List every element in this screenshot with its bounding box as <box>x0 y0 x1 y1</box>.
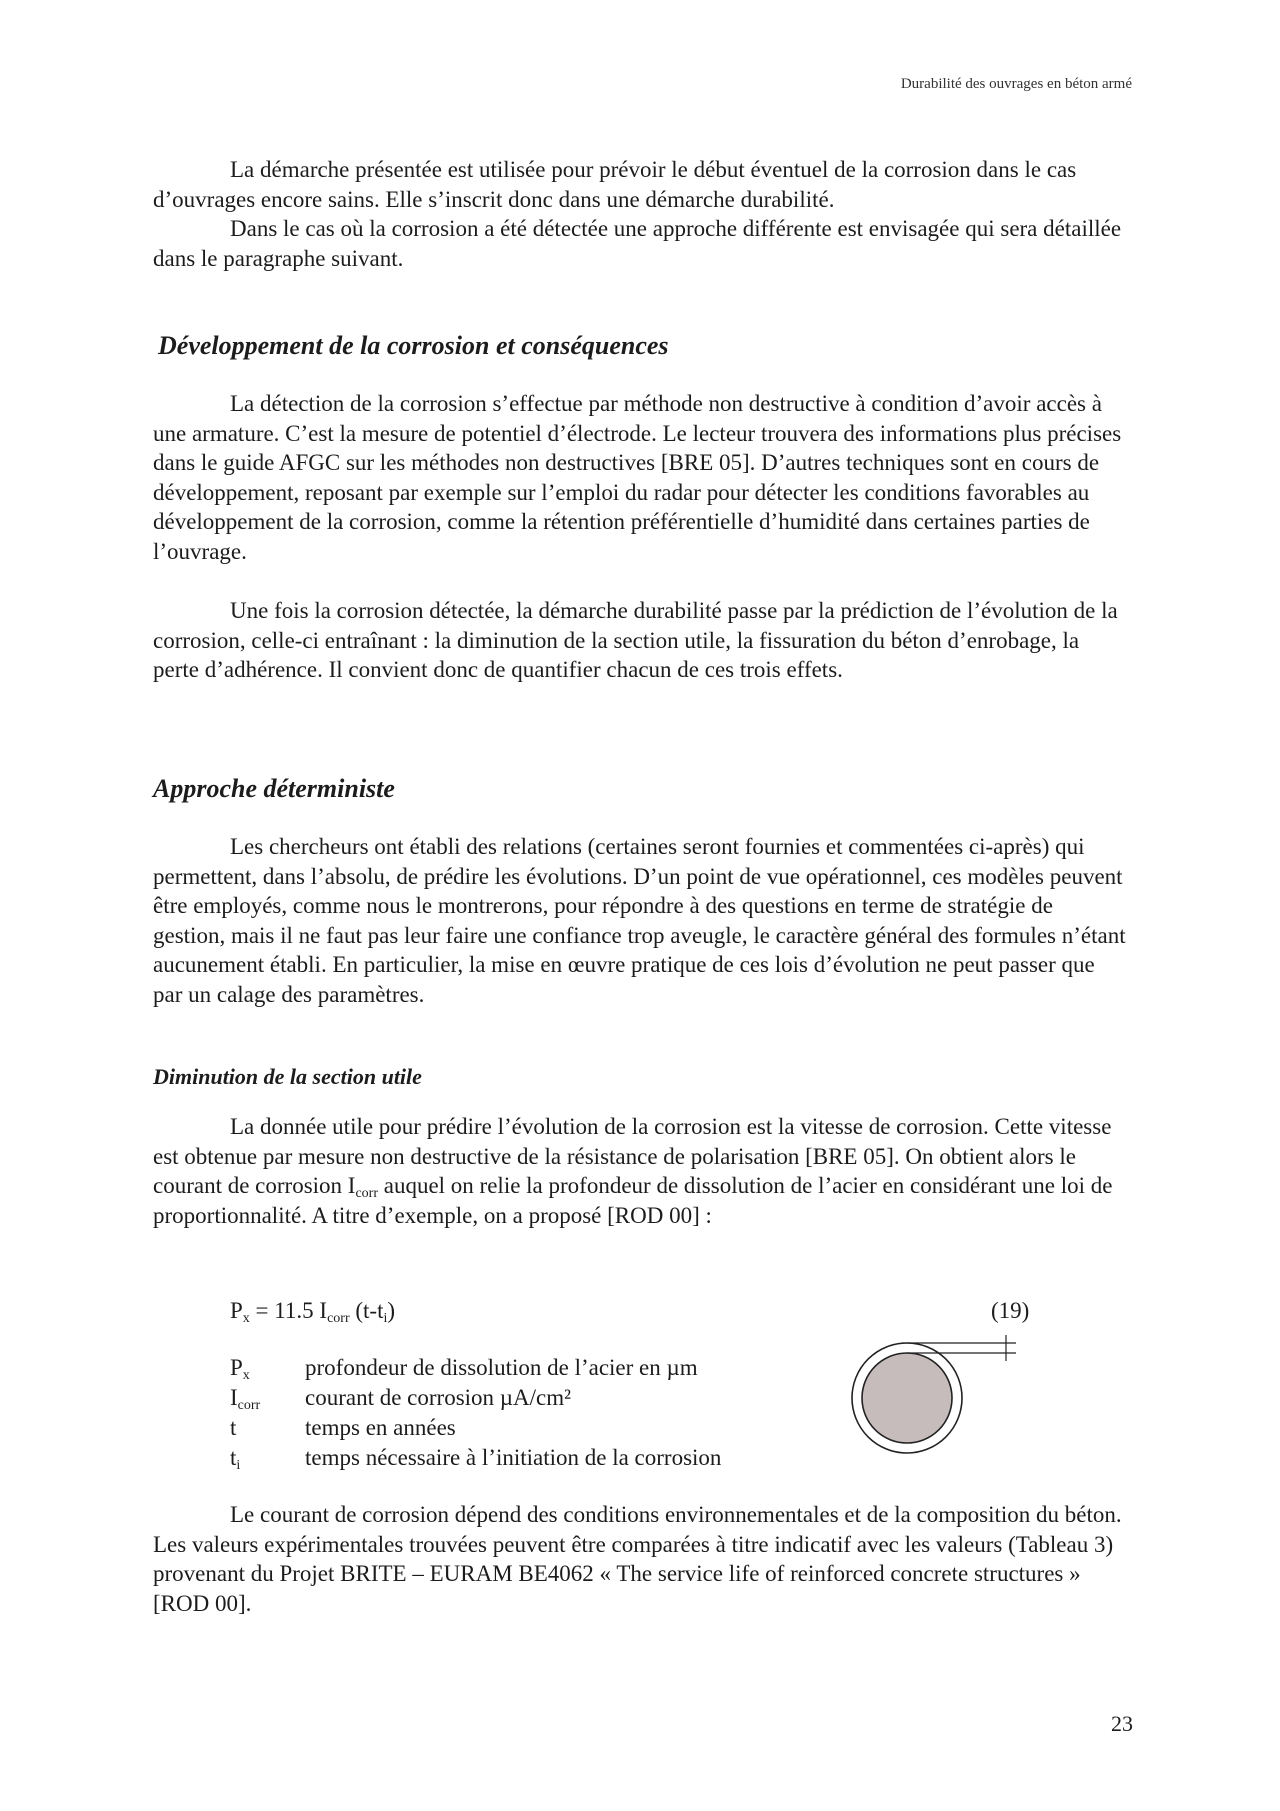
definition-text: courant de corrosion µA/cm² <box>305 1385 572 1410</box>
definition-symbol: t <box>230 1415 237 1440</box>
rebar-corroded-section <box>862 1353 952 1443</box>
equation-number: (19) <box>991 1298 1030 1323</box>
equation-19: $P_x = 11.5$ $I_{corr}$ $(t-t_i)$ <box>230 1298 396 1326</box>
closing-paragraph: Le courant de corrosion dépend des conditions environnementales et de la composition du béton. Les valeurs expérimentales trouvées peuvent être comparées à titre indicatif avec les valeurs (Tableau 3) provenant du Projet BRITE – EURAM BE4062 « The service life of reinforced concrete structures » [ROD 00]. <box>153 1502 1122 1616</box>
page-number: 23 <box>1111 1711 1133 1736</box>
section2-paragraph-1: Les chercheurs ont établi des relations (certaines seront fournies et commentées ci-après) qui permettent, dans l’absolu, de prédire les évolutions. D’un point de vue opérationnel, ces modèles peuvent être employés, comme nous le montrerons, pour répondre à des questions en terme de stratégie de gestion, mais il ne faut pas leur faire une confiance trop aveugle, le caractère général des formules n’étant aucunement établi. En particulier, la mise en œuvre pratique de ces lois d’évolution ne peut passer que par un calage des paramètres. <box>153 834 1126 1007</box>
subsection-paragraph: La donnée utile pour prédire l’évolution de la corrosion est la vitesse de corrosion. Cette vitesse est obtenue par mesure non destructive de la résistance de polarisation [BRE 05]. On obtient alors le courant de corrosion $I_{corr}$ auquel on relie la profondeur de dissolution de l’acier en considérant une loi de proportionnalité. A titre d’exemple, on a proposé [ROD 00] : <box>153 1114 1113 1228</box>
definition-symbol: $t_i$ <box>230 1445 241 1473</box>
subsection-heading: Diminution de la section utile <box>153 1064 422 1089</box>
definition-text: temps nécessaire à l’initiation de la corrosion <box>305 1445 722 1470</box>
definition-text: temps en années <box>305 1415 456 1440</box>
intro-paragraph-1: La démarche présentée est utilisée pour prévoir le début éventuel de la corrosion dans le cas d’ouvrages encore sains. Elle s’inscrit donc dans une démarche durabilité. <box>153 157 1077 212</box>
section-heading-corrosion: Développement de la corrosion et conséquences <box>158 331 669 360</box>
rebar-cross-section-diagram <box>846 1330 1046 1480</box>
section1-paragraph-2: Une fois la corrosion détectée, la démarche durabilité passe par la prédiction de l’évolution de la corrosion, celle-ci entraînant : la diminution de la section utile, la fissuration du béton d’enrobage, la perte d’adhérence. Il convient donc de quantifier chacun de ces trois effets. <box>153 598 1118 682</box>
section-heading-deterministic: Approche déterministe <box>153 774 395 803</box>
definition-text: profondeur de dissolution de l’acier en µm <box>305 1355 698 1380</box>
intro-paragraph-2: Dans le cas où la corrosion a été détectée une approche différente est envisagée qui sera détaillée dans le paragraphe suivant. <box>153 216 1122 271</box>
running-header: Durabilité des ouvrages en béton armé <box>900 76 1132 92</box>
section1-paragraph-1: La détection de la corrosion s’effectue par méthode non destructive à condition d’avoir accès à une armature. C’est la mesure de potentiel d’électrode. Le lecteur trouvera des informations plus précises dans le guide AFGC sur les méthodes non destructives [BRE 05]. D’autres techniques sont en cours de développement, reposant par exemple sur l’emploi du radar pour détecter les conditions favorables au développement de la corrosion, comme la rétention préférentielle d’humidité dans certaines parties de l’ouvrage. <box>153 391 1122 564</box>
definition-symbol: $P_x$ <box>230 1355 250 1383</box>
definition-symbol: $I_{corr}$ <box>230 1385 261 1413</box>
